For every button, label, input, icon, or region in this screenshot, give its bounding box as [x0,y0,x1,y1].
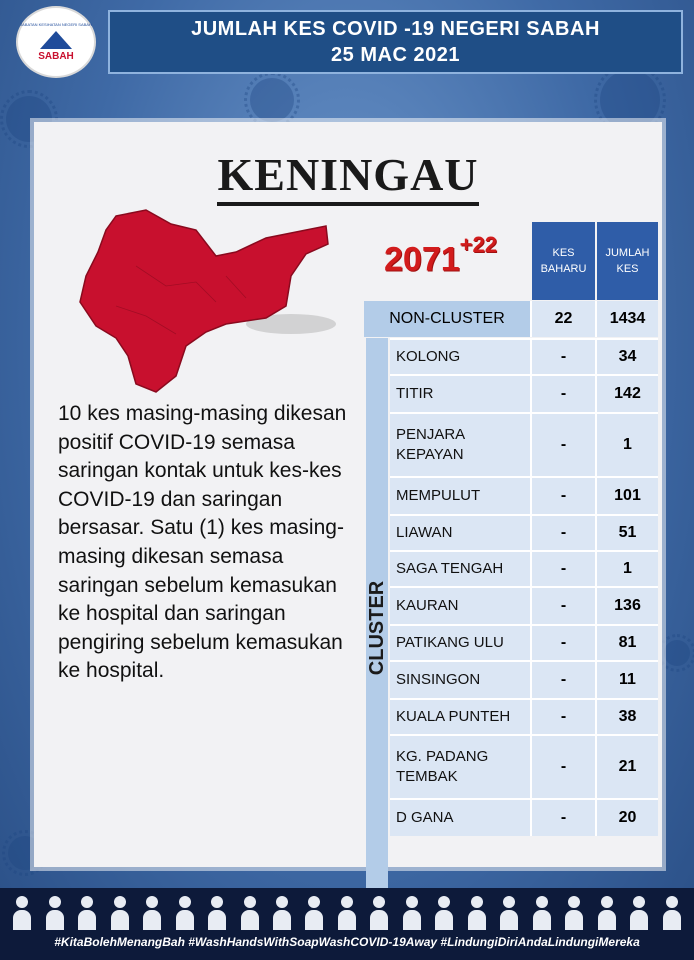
person-icon [77,896,97,930]
non-cluster-new: 22 [530,301,595,337]
header-new-cases [532,222,595,300]
cluster-new: - [530,800,595,836]
person-icon [564,896,584,930]
cluster-name-line: TEMBAK [396,768,458,785]
person-icon [337,896,357,930]
frontliners-illustration [6,896,688,932]
cluster-new: - [530,700,595,734]
person-icon [402,896,422,930]
person-icon [142,896,162,930]
cluster-new: - [530,516,595,550]
table-row [390,476,658,514]
cluster-name: SAGA TENGAH [390,552,530,586]
cluster-new: - [530,662,595,698]
cluster-name: KAURAN [390,588,530,624]
cluster-total: 21 [595,736,658,798]
cluster-name: D GANA [390,800,530,836]
table-row [390,586,658,624]
non-cluster-label: NON-CLUSTER [364,301,530,337]
cluster-rows [390,338,658,836]
person-icon [240,896,260,930]
cluster-side-label [366,338,388,938]
total-value: 2071 [384,240,460,279]
cluster-new: - [530,588,595,624]
cluster-new: - [530,340,595,374]
cluster-name-line: PENJARA [396,426,466,443]
person-icon [467,896,487,930]
cluster-total: 11 [595,662,658,698]
header-new-cases-line: KES [552,247,575,259]
cluster-total: 1 [595,552,658,586]
cluster-name: KUALA PUNTEH [390,700,530,734]
cluster-name: SINSINGON [390,662,530,698]
cluster-total: 1 [595,414,658,476]
title-line: JUMLAH KES COVID -19 NEGERI SABAH [191,18,600,40]
title-banner [108,10,683,74]
mountain-icon [40,31,72,49]
non-cluster-row [364,301,658,337]
person-icon [532,896,552,930]
person-icon [629,896,649,930]
logo-name: SABAH [38,51,74,62]
person-icon [499,896,519,930]
header-total-cases-line: JUMLAH [605,247,650,259]
cluster-total: 38 [595,700,658,734]
cluster-total: 51 [595,516,658,550]
person-icon [110,896,130,930]
footer-banner [0,888,694,960]
person-icon [662,896,682,930]
cluster-label: CLUSTER [365,580,388,676]
cluster-total: 34 [595,340,658,374]
person-icon [207,896,227,930]
virus-decoration [664,640,690,666]
hashtags: #KitaBolehMenangBah #WashHandsWithSoapWashCOVID-19Away #LindungiDiriAndaLindungiMereka [54,935,640,949]
table-row [390,798,658,836]
cluster-total: 81 [595,626,658,660]
date-line: 25 MAC 2021 [331,44,460,66]
district-map-icon [76,206,336,396]
table-row [390,338,658,374]
info-card [34,122,662,867]
header-new-cases-line: BAHARU [540,263,587,275]
cluster-name: MEMPULUT [390,478,530,514]
person-icon [304,896,324,930]
cluster-new: - [530,376,595,412]
table-row [390,698,658,734]
case-description: 10 kes masing-masing dikesan positif COVID-19 semasa saringan kontak untuk kes-kes COVID-19 dan saringan bersasar. Satu (1) kes masing-masing dikesan semasa saringan sebelum kemasukan ke hospital dan saringan pengiring sebelum kemasukan ke hospital. [58,402,347,683]
non-cluster-total: 1434 [595,301,658,337]
header-total-cases-line: KES [616,263,639,275]
total-new: +22 [459,232,497,257]
person-icon [369,896,389,930]
table-row [390,374,658,412]
virus-decoration [600,70,660,130]
table-row [390,550,658,586]
person-icon [272,896,292,930]
header-total-cases [597,222,658,300]
cluster-new: - [530,736,595,798]
person-icon [12,896,32,930]
person-icon [45,896,65,930]
district-title [34,148,662,201]
cluster-new: - [530,478,595,514]
cluster-total: 101 [595,478,658,514]
cluster-name [390,736,530,798]
cluster-new: - [530,552,595,586]
table-row [390,624,658,660]
cluster-name: TITIR [390,376,530,412]
district-name: KENINGAU [217,149,478,206]
cluster-new: - [530,626,595,660]
person-icon [434,896,454,930]
cluster-name-line: KEPAYAN [396,446,464,463]
cluster-name: PATIKANG ULU [390,626,530,660]
person-icon [175,896,195,930]
cluster-total: 142 [595,376,658,412]
table-row [390,660,658,698]
cluster-total: 136 [595,588,658,624]
person-icon [597,896,617,930]
total-cases [384,232,497,279]
cluster-total: 20 [595,800,658,836]
table-row [390,412,658,476]
cluster-name [390,414,530,476]
virus-decoration [250,78,294,122]
table-row [390,514,658,550]
table-row [390,734,658,798]
logo-tagline: JABATAN KESIHATAN NEGERI SABAH [20,22,92,27]
health-department-logo [16,6,96,78]
cluster-new: - [530,414,595,476]
cluster-name: LIAWAN [390,516,530,550]
cluster-name: KOLONG [390,340,530,374]
cluster-name-line: KG. PADANG [396,748,489,765]
